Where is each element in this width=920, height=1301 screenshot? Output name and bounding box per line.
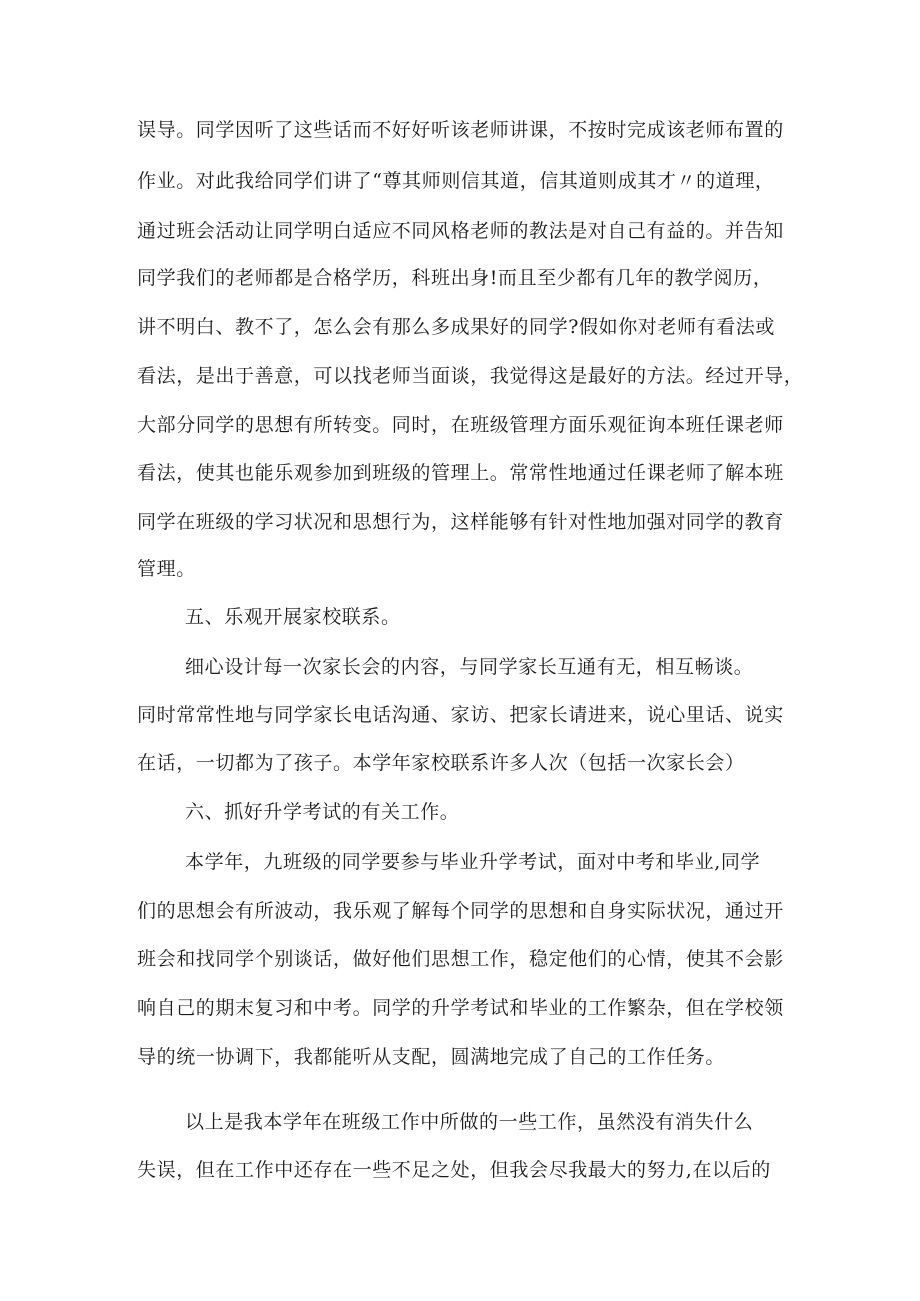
paragraph-line: 失误，但在工作中还存在一些不足之处，但我会尽我最大的努力,在以后的 bbox=[137, 1159, 771, 1181]
paragraph-line: 讲不明白、教不了，怎么会有那么多成果好的同学?假如你对老师有看法或 bbox=[137, 316, 775, 338]
paragraph-line: 以上是我本学年在班级工作中所做的一些工作，虽然没有消失什么 bbox=[185, 1111, 754, 1133]
paragraph-line: 在话，一切都为了孩子。本学年家校联系许多人次（包括一次家长会） bbox=[137, 752, 745, 774]
section-heading: 六、抓好升学考试的有关工作。 bbox=[185, 801, 460, 823]
paragraph-line: 导的统一协调下，我都能听从支配，圆满地完成了自己的工作任务。 bbox=[137, 1046, 726, 1068]
paragraph-line: 看法，是出于善意，可以找老师当面谈，我觉得这是最好的方法。经过开导， bbox=[137, 365, 804, 387]
paragraph-line: 同时常常性地与同学家长电话沟通、家访、把家长请进来，说心里话、说实 bbox=[137, 704, 784, 726]
section-heading: 五、乐观开展家校联系。 bbox=[185, 606, 401, 628]
paragraph-line: 响自己的期末复习和中考。同学的升学考试和毕业的工作繁杂，但在学校领 bbox=[137, 997, 784, 1019]
paragraph-line: 通过班会活动让同学明白适应不同风格老师的教法是对自己有益的。并告知 bbox=[137, 220, 784, 242]
paragraph-line: 看法，使其也能乐观参加到班级的管理上。常常性地通过任课老师了解本班 bbox=[137, 462, 784, 484]
paragraph-line: 作业。对此我给同学们讲了“尊其师则信其道，信其道则成其才〃的道理， bbox=[137, 170, 775, 192]
paragraph-line: 误导。同学因听了这些话而不好好听该老师讲课，不按时完成该老师布置的 bbox=[137, 119, 784, 141]
paragraph-line: 同学在班级的学习状况和思想行为，这样能够有针对性地加强对同学的教育 bbox=[137, 511, 784, 533]
paragraph-line: 们的思想会有所波动，我乐观了解每个同学的思想和自身实际状况，通过开 bbox=[137, 900, 784, 922]
paragraph-line: 本学年，九班级的同学要参与毕业升学考试，面对中考和毕业,同学 bbox=[185, 851, 761, 873]
paragraph-line: 管理。 bbox=[137, 558, 196, 580]
paragraph-line: 细心设计每一次家长会的内容，与同学家长互通有无，相互畅谈。 bbox=[185, 656, 754, 678]
paragraph-line: 大部分同学的思想有所转变。同时，在班级管理方面乐观征询本班任课老师 bbox=[137, 414, 784, 436]
paragraph-line: 同学我们的老师都是合格学历，科班出身!而且至少都有几年的教学阅历， bbox=[137, 267, 773, 289]
paragraph-line: 班会和找同学个别谈话，做好他们思想工作，稳定他们的心情，使其不会影 bbox=[137, 948, 784, 970]
